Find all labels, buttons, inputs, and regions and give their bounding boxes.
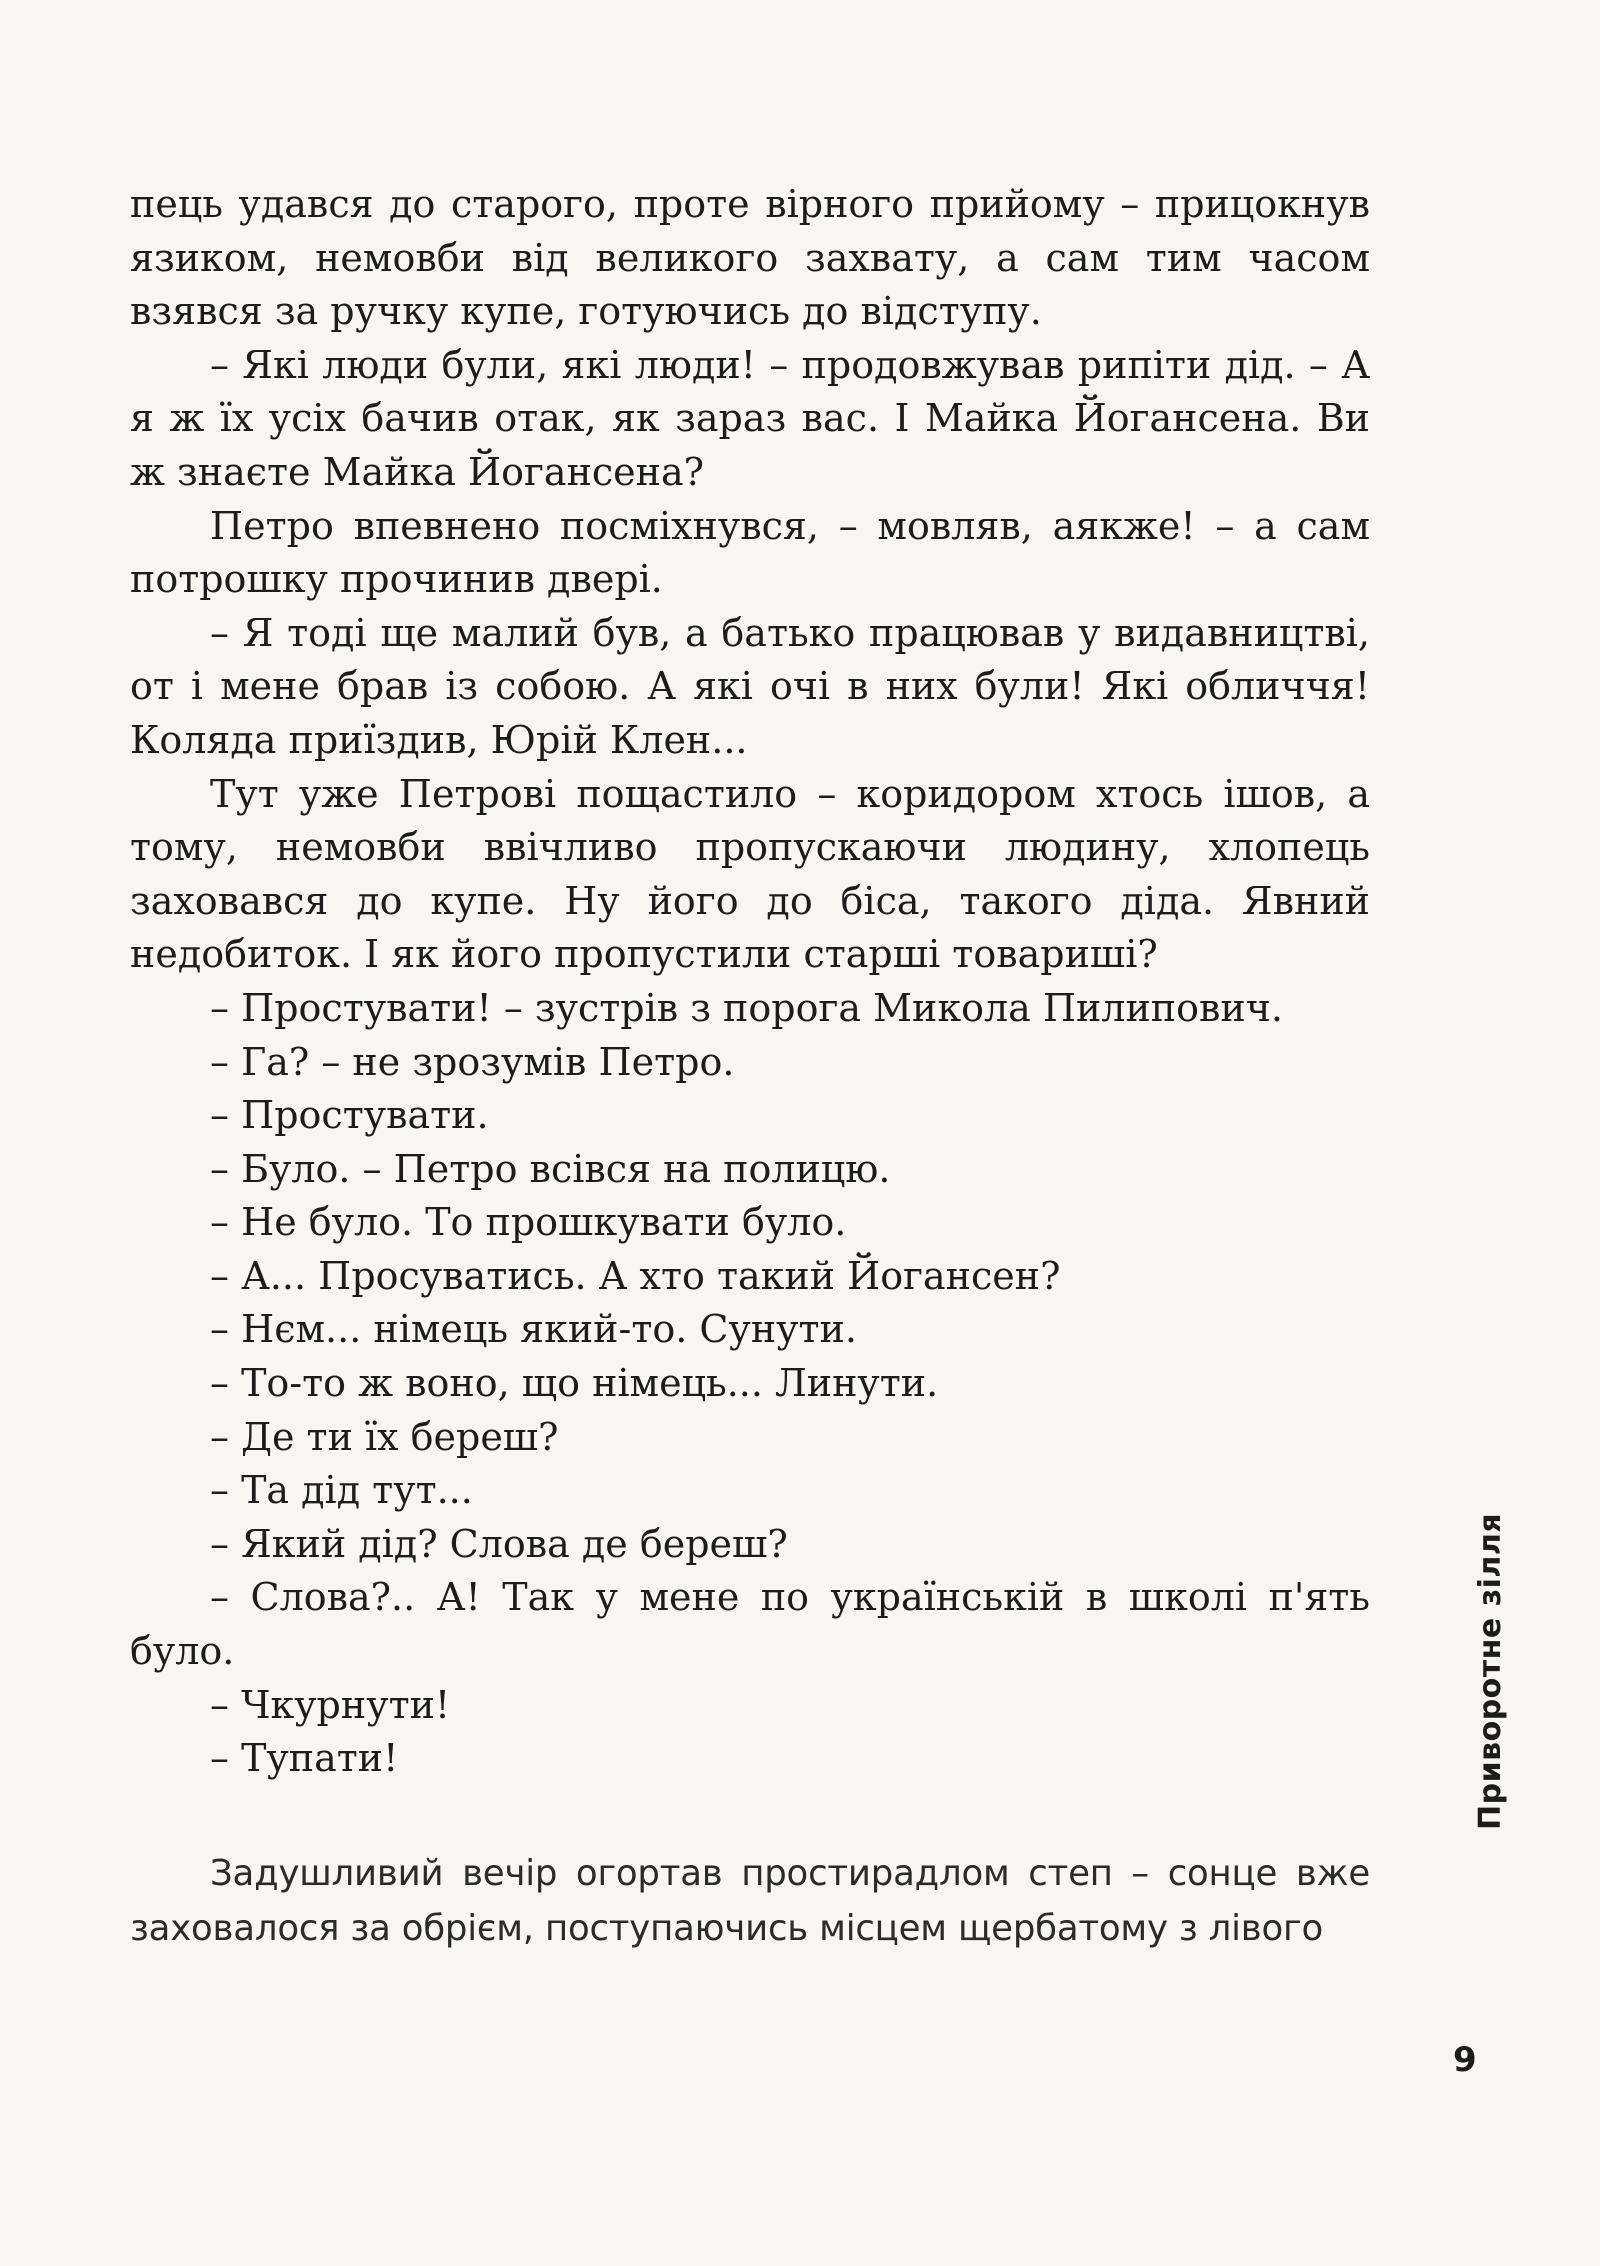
- paragraph-2: – Які люди були, які люди! – продовжував рипіти дід. – А я ж їх усіх бачив отак, як зараз вас. І Майка Йогансена. Ви ж знаєте Майка Йогансена?: [130, 342, 1370, 494]
- dialog-line: – Нєм... німець який-то. Сунути.: [210, 1307, 857, 1352]
- dialog-line: – Простувати.: [210, 1093, 489, 1138]
- dialog-line: – Не було. То прошкувати було.: [210, 1200, 847, 1245]
- dialog-line: – Було. – Петро всівся на полицю.: [210, 1146, 891, 1191]
- dialog-line: – Чкурнути!: [210, 1682, 451, 1727]
- dialog-line: – А... Просуватись. А хто такий Йогансен?: [210, 1253, 1061, 1298]
- main-text: [130, 178, 1370, 1956]
- dialog-line: – Простувати! – зустрів з порога Микола Пилипович.: [210, 985, 1283, 1030]
- paragraph-3: Петро впевнено посміхнувся, – мовляв, аякже! – а сам потрошку прочинив двері.: [130, 503, 1370, 602]
- dialog-line: – Слова?.. А! Так у мене по українській в школі п'ять було.: [130, 1575, 1370, 1674]
- paragraph-1: пець удався до старого, проте вірного прийому – прицокнув язиком, немовби від великого захвату, а сам тим часом взявся за ручку купе, готуючись до відступу.: [130, 182, 1370, 334]
- new-section-paragraph: Задушливий вечір огортав простирадлом степ – сонце вже заховалося за обрієм, поступаючись місцем щербатому з лівого: [130, 1852, 1370, 1949]
- page-number: 9: [1453, 2040, 1477, 2080]
- dialog-line: – Який дід? Слова де береш?: [210, 1521, 788, 1566]
- dialog-line: – Тупати!: [210, 1736, 399, 1781]
- dialog-line: – Де ти їх береш?: [210, 1414, 559, 1459]
- paragraph-4: – Я тоді ще малий був, а батько працював у видавництві, от і мене брав із собою. А які очі в них були! Які обличчя! Коляда приїздив, Юрій Клен...: [130, 610, 1370, 762]
- dialog-line: – Га? – не зрозумів Петро.: [210, 1039, 735, 1084]
- dialog-line: – Та дід тут...: [210, 1468, 473, 1513]
- running-title: Приворотне зілля: [1473, 1512, 1508, 1830]
- section-break: [130, 1786, 1370, 1846]
- dialog-line: – То-то ж воно, що німець... Линути.: [210, 1361, 939, 1406]
- paragraph-5: Тут уже Петрові пощастило – коридором хтось ішов, а тому, немовби ввічливо пропускаючи людину, хлопець заховався до купе. Ну його до біса, такого діда. Явний недобиток. І як його пропустили старші товариші?: [130, 771, 1370, 977]
